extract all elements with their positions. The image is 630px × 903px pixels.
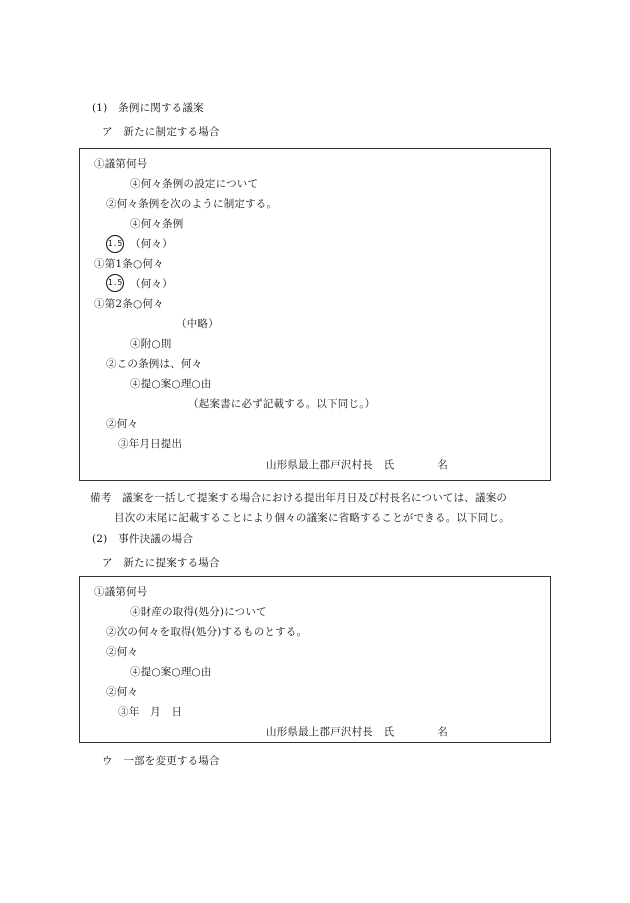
reason-text: ②何々 — [106, 418, 139, 430]
article-2: ①第2条○何々 — [94, 298, 164, 310]
signature-line: 山形県最上郡戸沢村長 氏 名 — [266, 726, 448, 738]
omission-note: （中略） — [176, 318, 219, 330]
article-1: ①第1条○何々 — [94, 258, 164, 270]
section-1-box — [79, 148, 551, 481]
ordinance-name: ④何々条例 — [130, 218, 184, 230]
bill-number: ①議第何号 — [94, 586, 148, 598]
article-caption: （何々） — [130, 238, 173, 250]
circled-spacing-mark: 1.5 — [106, 274, 124, 292]
bill-number: ①議第何号 — [94, 158, 148, 170]
section-2-box — [79, 576, 551, 743]
reason-heading: ④提○案○理○由 — [130, 378, 212, 390]
section-2-heading: (2) 事件決議の場合 — [92, 533, 194, 545]
supplementary-provisions: ④附○則 — [130, 338, 172, 350]
section-1-heading: (1) 条例に関する議案 — [92, 102, 204, 114]
footer-sub-heading: ウ 一部を変更する場合 — [102, 755, 220, 767]
submission-date: ③年月日提出 — [118, 438, 183, 450]
enforcement-clause: ②この条例は、何々 — [106, 358, 203, 370]
bill-title: ④財産の取得(処分)について — [130, 606, 267, 618]
section-1-sub-heading: ア 新たに制定する場合 — [102, 126, 220, 138]
section-2-sub-heading: ア 新たに提案する場合 — [102, 557, 220, 569]
bill-title: ④何々条例の設定について — [130, 178, 259, 190]
circled-spacing-mark: 1.5 — [106, 235, 124, 253]
reason-note: （起案書に必ず記載する。以下同じ。） — [188, 398, 376, 410]
reason-text: ②何々 — [106, 686, 139, 698]
bill-statement: ②次の何々を取得(処分)するものとする。 — [106, 626, 308, 638]
article-caption: （何々） — [130, 278, 173, 290]
bill-statement: ②何々条例を次のように制定する。 — [106, 198, 278, 210]
reason-heading: ④提○案○理○由 — [130, 666, 212, 678]
submission-date: ③年 月 日 — [118, 706, 183, 718]
bill-body: ②何々 — [106, 646, 139, 658]
signature-line: 山形県最上郡戸沢村長 氏 名 — [266, 459, 448, 471]
note-line-2: 目次の末尾に記載することにより個々の議案に省略することができる。以下同じ。 — [114, 512, 510, 524]
note-line-1: 備考 議案を一括して提案する場合における提出年月日及び村長名については、議案の — [90, 492, 508, 504]
